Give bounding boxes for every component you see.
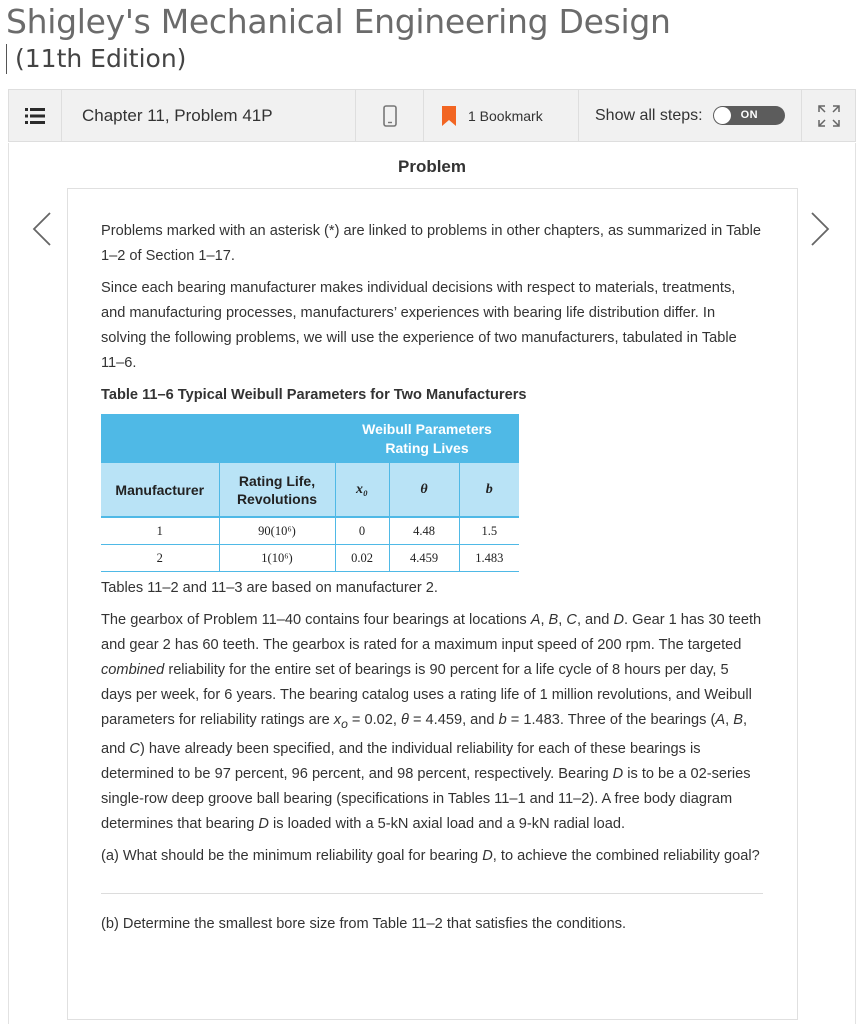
show-all-steps: [579, 90, 802, 141]
part-a-pre: (a) What should be the minimum reliability goal for bearing: [101, 847, 483, 864]
row2-manufacturer: 2: [101, 545, 219, 572]
row2-rating: 1(10⁶): [219, 545, 335, 572]
p1-var-x: x: [333, 712, 342, 728]
table-row: [101, 545, 519, 572]
p1-seg: reliability for the entire set of bearings is 90 percent for a life cycle of 8 hours per day, 5 days per week, for 6 years. The bearing catalog uses a rating life of 1 million revolutions, and Weibull parameters for reliability ratings are: [101, 662, 752, 728]
p1-combined: combined: [101, 662, 165, 678]
list-menu-icon: [25, 108, 45, 124]
p1-seg: ,: [725, 712, 734, 728]
show-steps-toggle[interactable]: [713, 106, 785, 125]
bookmark-icon: [442, 106, 456, 126]
p1-seg: = 1.483. Three of the bearings (: [506, 712, 716, 728]
row2-b: 1.483: [459, 545, 519, 572]
col-header-theta: θ: [389, 463, 459, 517]
col-rating-line1: Rating Life,: [238, 472, 316, 489]
expand-button[interactable]: [802, 90, 855, 141]
p1-var-D2: D: [612, 765, 624, 782]
row2-theta: 4.459: [389, 545, 459, 572]
col-rating-line2: Revolutions: [236, 490, 318, 507]
book-title: Shigley's Mechanical Engineering Design: [6, 2, 671, 41]
phone-icon: [383, 105, 397, 127]
p1-var-D3: D: [258, 815, 269, 832]
p1-var-C: C: [566, 612, 577, 628]
p1-var-D: D: [613, 612, 624, 628]
row1-theta: 4.48: [389, 517, 459, 545]
row1-x0: 0: [335, 517, 389, 545]
part-b-paragraph: [101, 912, 763, 937]
next-arrow-icon[interactable]: [809, 209, 831, 249]
part-b-text: Determine the smallest bore size from Table 11–2 that satisfies the conditions.: [118, 915, 627, 932]
p1-seg: ,: [558, 612, 567, 628]
p1-seg: , and: [101, 712, 747, 757]
problem-heading: Problem: [397, 157, 467, 176]
p1-var-b: b: [498, 712, 507, 728]
toggle-knob: [714, 107, 731, 124]
col-header-rating-life: [219, 463, 335, 517]
table-caption: Table 11–6 Typical Weibull Parameters for Two Manufacturers: [101, 387, 527, 403]
col-header-manufacturer: Manufacturer: [101, 463, 219, 517]
p1-var-B2: B: [733, 712, 743, 728]
p1-var-C2: C: [129, 740, 140, 757]
row1-rating: 90(10⁶): [219, 517, 335, 545]
part-a-post: , to achieve the combined reliability goal?: [492, 847, 760, 864]
row1-b: 1.5: [459, 517, 519, 545]
expand-icon: [817, 104, 841, 128]
group-header-line2: Rating Lives: [385, 439, 469, 456]
intro-paragraph: Problems marked with an asterisk (*) are linked to problems in other chapters, as summarized in Table 1–2 of Section 1–17.: [101, 223, 761, 264]
p1-var-A: A: [530, 612, 541, 628]
chapter-menu-button[interactable]: [9, 90, 62, 141]
problem-text: [101, 219, 763, 944]
problem-panel: [8, 143, 856, 1024]
book-edition: (11th Edition): [6, 44, 186, 74]
table-header-spacer: [101, 414, 335, 463]
weibull-table: [101, 414, 519, 572]
p1-seg: is loaded with a 5-kN axial load and a 9-kN radial load.: [268, 815, 626, 832]
context-paragraph: Since each bearing manufacturer makes individual decisions with respect to materials, treatments, and manufacturing processes, manufacturers’ experiences with bearing life distribution differ. In solving the following problems, we will use the experience of two manufacturers, tabulated in Table 11–6.: [101, 280, 737, 371]
p1-seg: = 0.02,: [347, 712, 401, 728]
show-steps-label: Show all steps:: [595, 106, 703, 124]
chapter-problem-label: Chapter 11, Problem 41P: [62, 90, 356, 141]
table-row: [101, 517, 519, 545]
section-divider: [101, 893, 763, 894]
part-a-var-D: D: [482, 847, 493, 864]
p1-var-B: B: [548, 612, 559, 628]
bookmark-button[interactable]: [424, 90, 579, 141]
group-header-line1: Weibull Parameters: [362, 420, 492, 437]
part-a-paragraph: [101, 844, 763, 869]
gearbox-paragraph: [101, 608, 763, 837]
problem-content-box: [67, 188, 798, 1020]
p1-var-o: o: [341, 716, 348, 731]
col-header-x0: x₀: [335, 463, 389, 517]
p1-seg: . Gear 1 has 30 teeth and gear 2 has 60 teeth. The gearbox is rated for a maximum input speed of 200 rpm. The targeted: [101, 612, 762, 653]
col-header-b: b: [459, 463, 519, 517]
after-table-note: Tables 11–2 and 11–3 are based on manufacturer 2.: [101, 580, 438, 596]
p1-seg: ) have already been specified, and the individual reliability for each of these bearings is determined to be 97 percent, 96 percent, and 98 percent, respectively. Bearing: [101, 740, 701, 782]
p1-var-theta: θ: [401, 712, 409, 728]
p1-seg: , and: [576, 612, 614, 628]
table-group-header: [335, 414, 519, 463]
row1-manufacturer: 1: [101, 517, 219, 545]
p1-seg: is to be a 02-series single-row deep groove ball bearing (specifications in Tables 11–1 and 11–2). A free body diagram determines that bearing: [101, 765, 751, 832]
previous-arrow-icon[interactable]: [31, 209, 53, 249]
solution-toolbar: [8, 89, 856, 142]
row2-x0: 0.02: [335, 545, 389, 572]
mobile-view-button[interactable]: [356, 90, 424, 141]
p1-seg: = 4.459, and: [408, 712, 499, 728]
bookmark-count-label: 1 Bookmark: [468, 107, 543, 124]
p1-seg: ,: [540, 612, 549, 628]
p1-var-A2: A: [715, 712, 726, 728]
toggle-state-label: ON: [740, 109, 759, 121]
part-b-label: (b): [101, 915, 119, 932]
p1-seg: The gearbox of Problem 11–40 contains four bearings at locations: [101, 612, 531, 628]
